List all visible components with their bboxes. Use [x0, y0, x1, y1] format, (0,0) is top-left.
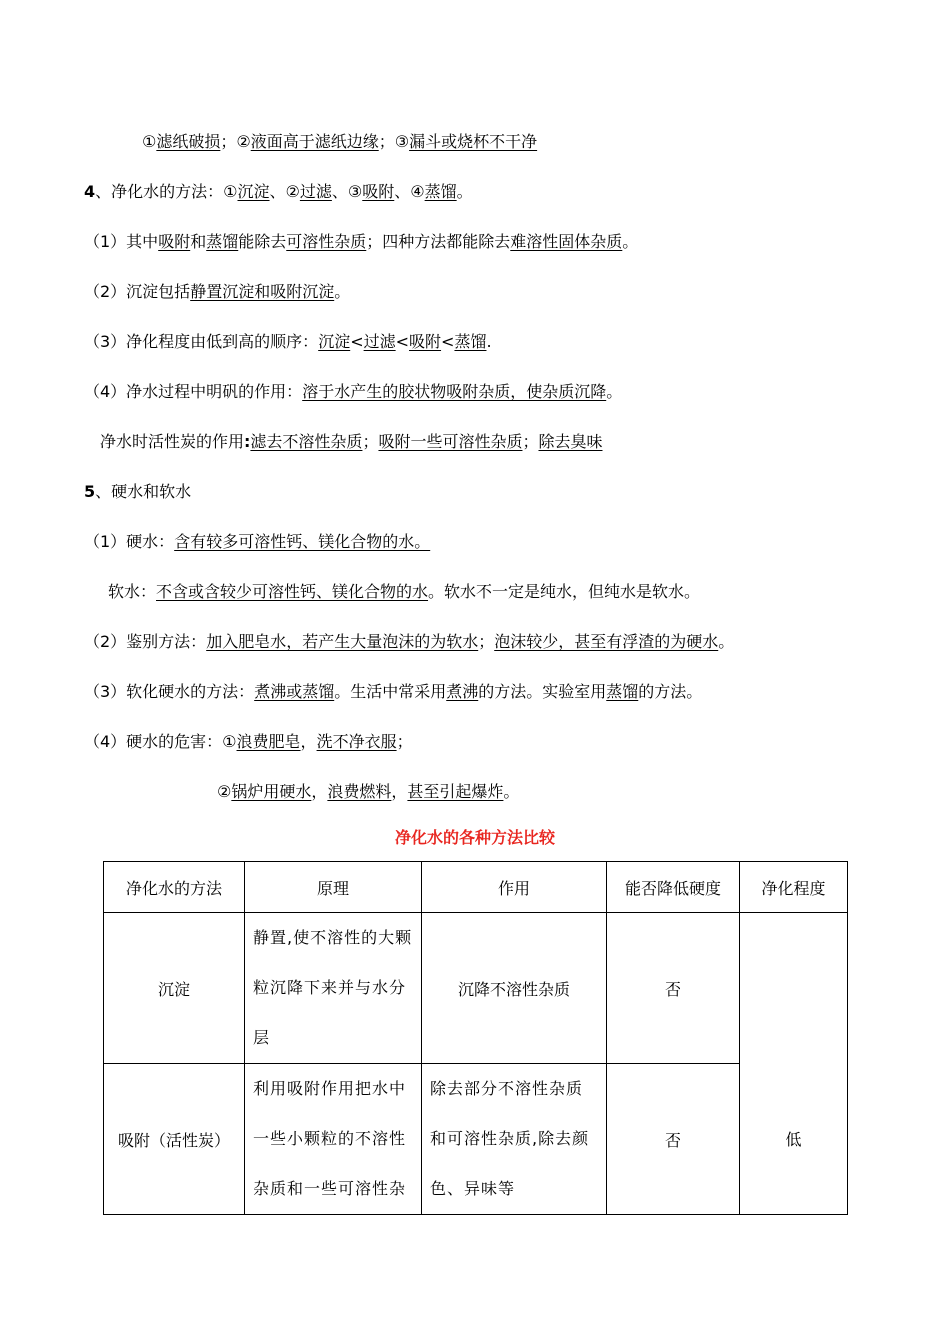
text-run: . — [486, 332, 492, 351]
text-run: 、净化水的方法：① — [95, 182, 238, 201]
text-run: 。生活中常采用 — [334, 682, 447, 701]
text-run: 能除去 — [238, 232, 287, 251]
text-line — [217, 781, 519, 803]
text-run: （4）净水过程中明矾的作用： — [84, 382, 303, 401]
text-run: 、② — [269, 182, 300, 201]
answer-blank: 液面高于滤纸边缘 — [250, 132, 379, 151]
text-run: ； — [362, 432, 379, 451]
text-run: 。 — [334, 282, 351, 301]
text-run: < — [350, 332, 364, 351]
answer-blank: 加入肥皂水，若产生大量泡沫的为软水 — [206, 632, 479, 651]
text-run: : — [244, 432, 251, 451]
answer-blank: 浪费肥皂 — [236, 732, 301, 751]
text-run: 的方法。实验室用 — [478, 682, 607, 701]
effect-cell: 除去部分不溶性杂质和可溶性杂质,除去颜色、异味等 — [422, 1064, 607, 1215]
answer-blank: 溶于水产生的胶状物吸附杂质，使杂质沉降 — [302, 382, 607, 401]
text-run: < — [395, 332, 410, 351]
hardness-cell: 否 — [607, 1064, 740, 1215]
text-run: （1）硬水： — [84, 532, 175, 551]
text-run: 。软水不一定是纯水，但纯水是软水。 — [428, 582, 701, 601]
section-number: 5 — [84, 482, 96, 501]
answer-blank: 煮沸 — [446, 682, 479, 701]
answer-blank: 蒸馏 — [606, 682, 639, 701]
text-line — [84, 681, 702, 703]
text-run: 净水时活性炭的作用 — [100, 432, 245, 451]
text-line — [84, 731, 413, 753]
hardness-cell: 否 — [607, 913, 740, 1064]
text-run: 、④ — [394, 182, 425, 201]
principle-cell: 静置,使不溶性的大颗粒沉降下来并与水分层 — [245, 913, 422, 1064]
answer-blank: 不含或含较少可溶性钙、镁化合物的水 — [156, 582, 429, 601]
text-run: 。 — [456, 182, 473, 201]
answer-blank: 除去臭味 — [538, 432, 603, 451]
answer-blank: 吸附一些可溶性杂质 — [378, 432, 523, 451]
answer-blank: 蒸馏 — [206, 232, 239, 251]
answer-blank: 难溶性固体杂质 — [510, 232, 623, 251]
method-cell: 沉淀 — [104, 913, 245, 1064]
answer-blank: 吸附 — [158, 232, 191, 251]
table-row — [104, 1064, 848, 1215]
text-run: 。 — [503, 782, 520, 801]
answer-blank: 蒸馏 — [454, 332, 487, 351]
answer-blank: 过滤 — [299, 182, 332, 201]
text-line — [84, 281, 350, 303]
answer-blank: 沉淀 — [237, 182, 270, 201]
text-run: （2）沉淀包括 — [84, 282, 191, 301]
text-run: 、③ — [331, 182, 363, 201]
text-run: （2）鉴别方法： — [84, 632, 207, 651]
text-line — [84, 231, 638, 253]
text-run: 、硬水和软水 — [95, 482, 192, 501]
text-line — [84, 381, 622, 403]
text-run: ① — [142, 132, 157, 151]
section-number: 4 — [84, 182, 96, 201]
answer-blank: 锅炉用硬水 — [231, 782, 312, 801]
answer-blank: 吸附 — [409, 332, 442, 351]
principle-cell: 利用吸附作用把水中一些小颗粒的不溶性杂质和一些可溶性杂 — [245, 1064, 422, 1215]
answer-blank: 可溶性杂质 — [286, 232, 367, 251]
answer-blank: 静置沉淀和吸附沉淀 — [190, 282, 335, 301]
answer-blank: 滤去不溶性杂质 — [250, 432, 363, 451]
text-run: ， — [300, 732, 317, 751]
text-line — [84, 331, 492, 353]
answer-blank: 吸附 — [362, 182, 395, 201]
text-run: ， — [311, 782, 328, 801]
text-run: 。 — [606, 382, 623, 401]
answer-blank: 甚至引起爆炸 — [407, 782, 504, 801]
text-run: ；四种方法都能除去 — [366, 232, 511, 251]
text-run: 的方法。 — [638, 682, 703, 701]
text-run: ， — [391, 782, 408, 801]
answer-blank: 沉淀 — [318, 332, 351, 351]
section-heading — [84, 481, 191, 503]
header-cell: 原理 — [245, 862, 422, 913]
text-line — [142, 131, 537, 153]
degree-cell-top — [740, 913, 848, 1064]
header-cell: 净化水的方法 — [104, 862, 245, 913]
comparison-table — [103, 861, 848, 1215]
answer-blank: 滤纸破损 — [156, 132, 221, 151]
text-run: 。 — [718, 632, 735, 651]
header-cell: 能否降低硬度 — [607, 862, 740, 913]
text-run: ；③ — [378, 132, 410, 151]
text-run: 和 — [190, 232, 207, 251]
text-line — [84, 531, 430, 553]
text-run: （4）硬水的危害：① — [84, 732, 237, 751]
header-cell: 净化程度 — [740, 862, 848, 913]
table-header-row — [104, 862, 848, 913]
text-run: ； — [478, 632, 495, 651]
answer-blank: 浪费燃料 — [327, 782, 392, 801]
table-row — [104, 913, 848, 1064]
text-line — [84, 631, 734, 653]
text-run: 软水： — [108, 582, 157, 601]
effect-cell: 沉降不溶性杂质 — [422, 913, 607, 1064]
text-run: （3）净化程度由低到高的顺序： — [84, 332, 319, 351]
answer-blank: 蒸馏 — [424, 182, 457, 201]
method-cell: 吸附（活性炭） — [104, 1064, 245, 1215]
text-run: < — [441, 332, 455, 351]
table-title: 净化水的各种方法比较 — [394, 828, 555, 847]
text-line — [108, 581, 700, 603]
answer-blank: 漏斗或烧杯不干净 — [409, 132, 538, 151]
text-run: （1）其中 — [84, 232, 159, 251]
text-run: 。 — [622, 232, 639, 251]
text-run: ② — [217, 782, 232, 801]
degree-cell: 低 — [740, 1064, 848, 1215]
text-run: （3）软化硬水的方法： — [84, 682, 255, 701]
section-heading — [84, 181, 473, 203]
text-run: ；② — [220, 132, 251, 151]
header-cell: 作用 — [422, 862, 607, 913]
text-line — [100, 431, 603, 453]
text-run: ； — [396, 732, 413, 751]
answer-blank: 泡沫较少，甚至有浮渣的为硬水 — [494, 632, 719, 651]
answer-blank: 含有较多可溶性钙、镁化合物的水。 — [174, 532, 431, 551]
answer-blank: 煮沸或蒸馏 — [254, 682, 335, 701]
text-run: ； — [522, 432, 539, 451]
answer-blank: 洗不净衣服 — [316, 732, 397, 751]
answer-blank: 过滤 — [363, 332, 396, 351]
